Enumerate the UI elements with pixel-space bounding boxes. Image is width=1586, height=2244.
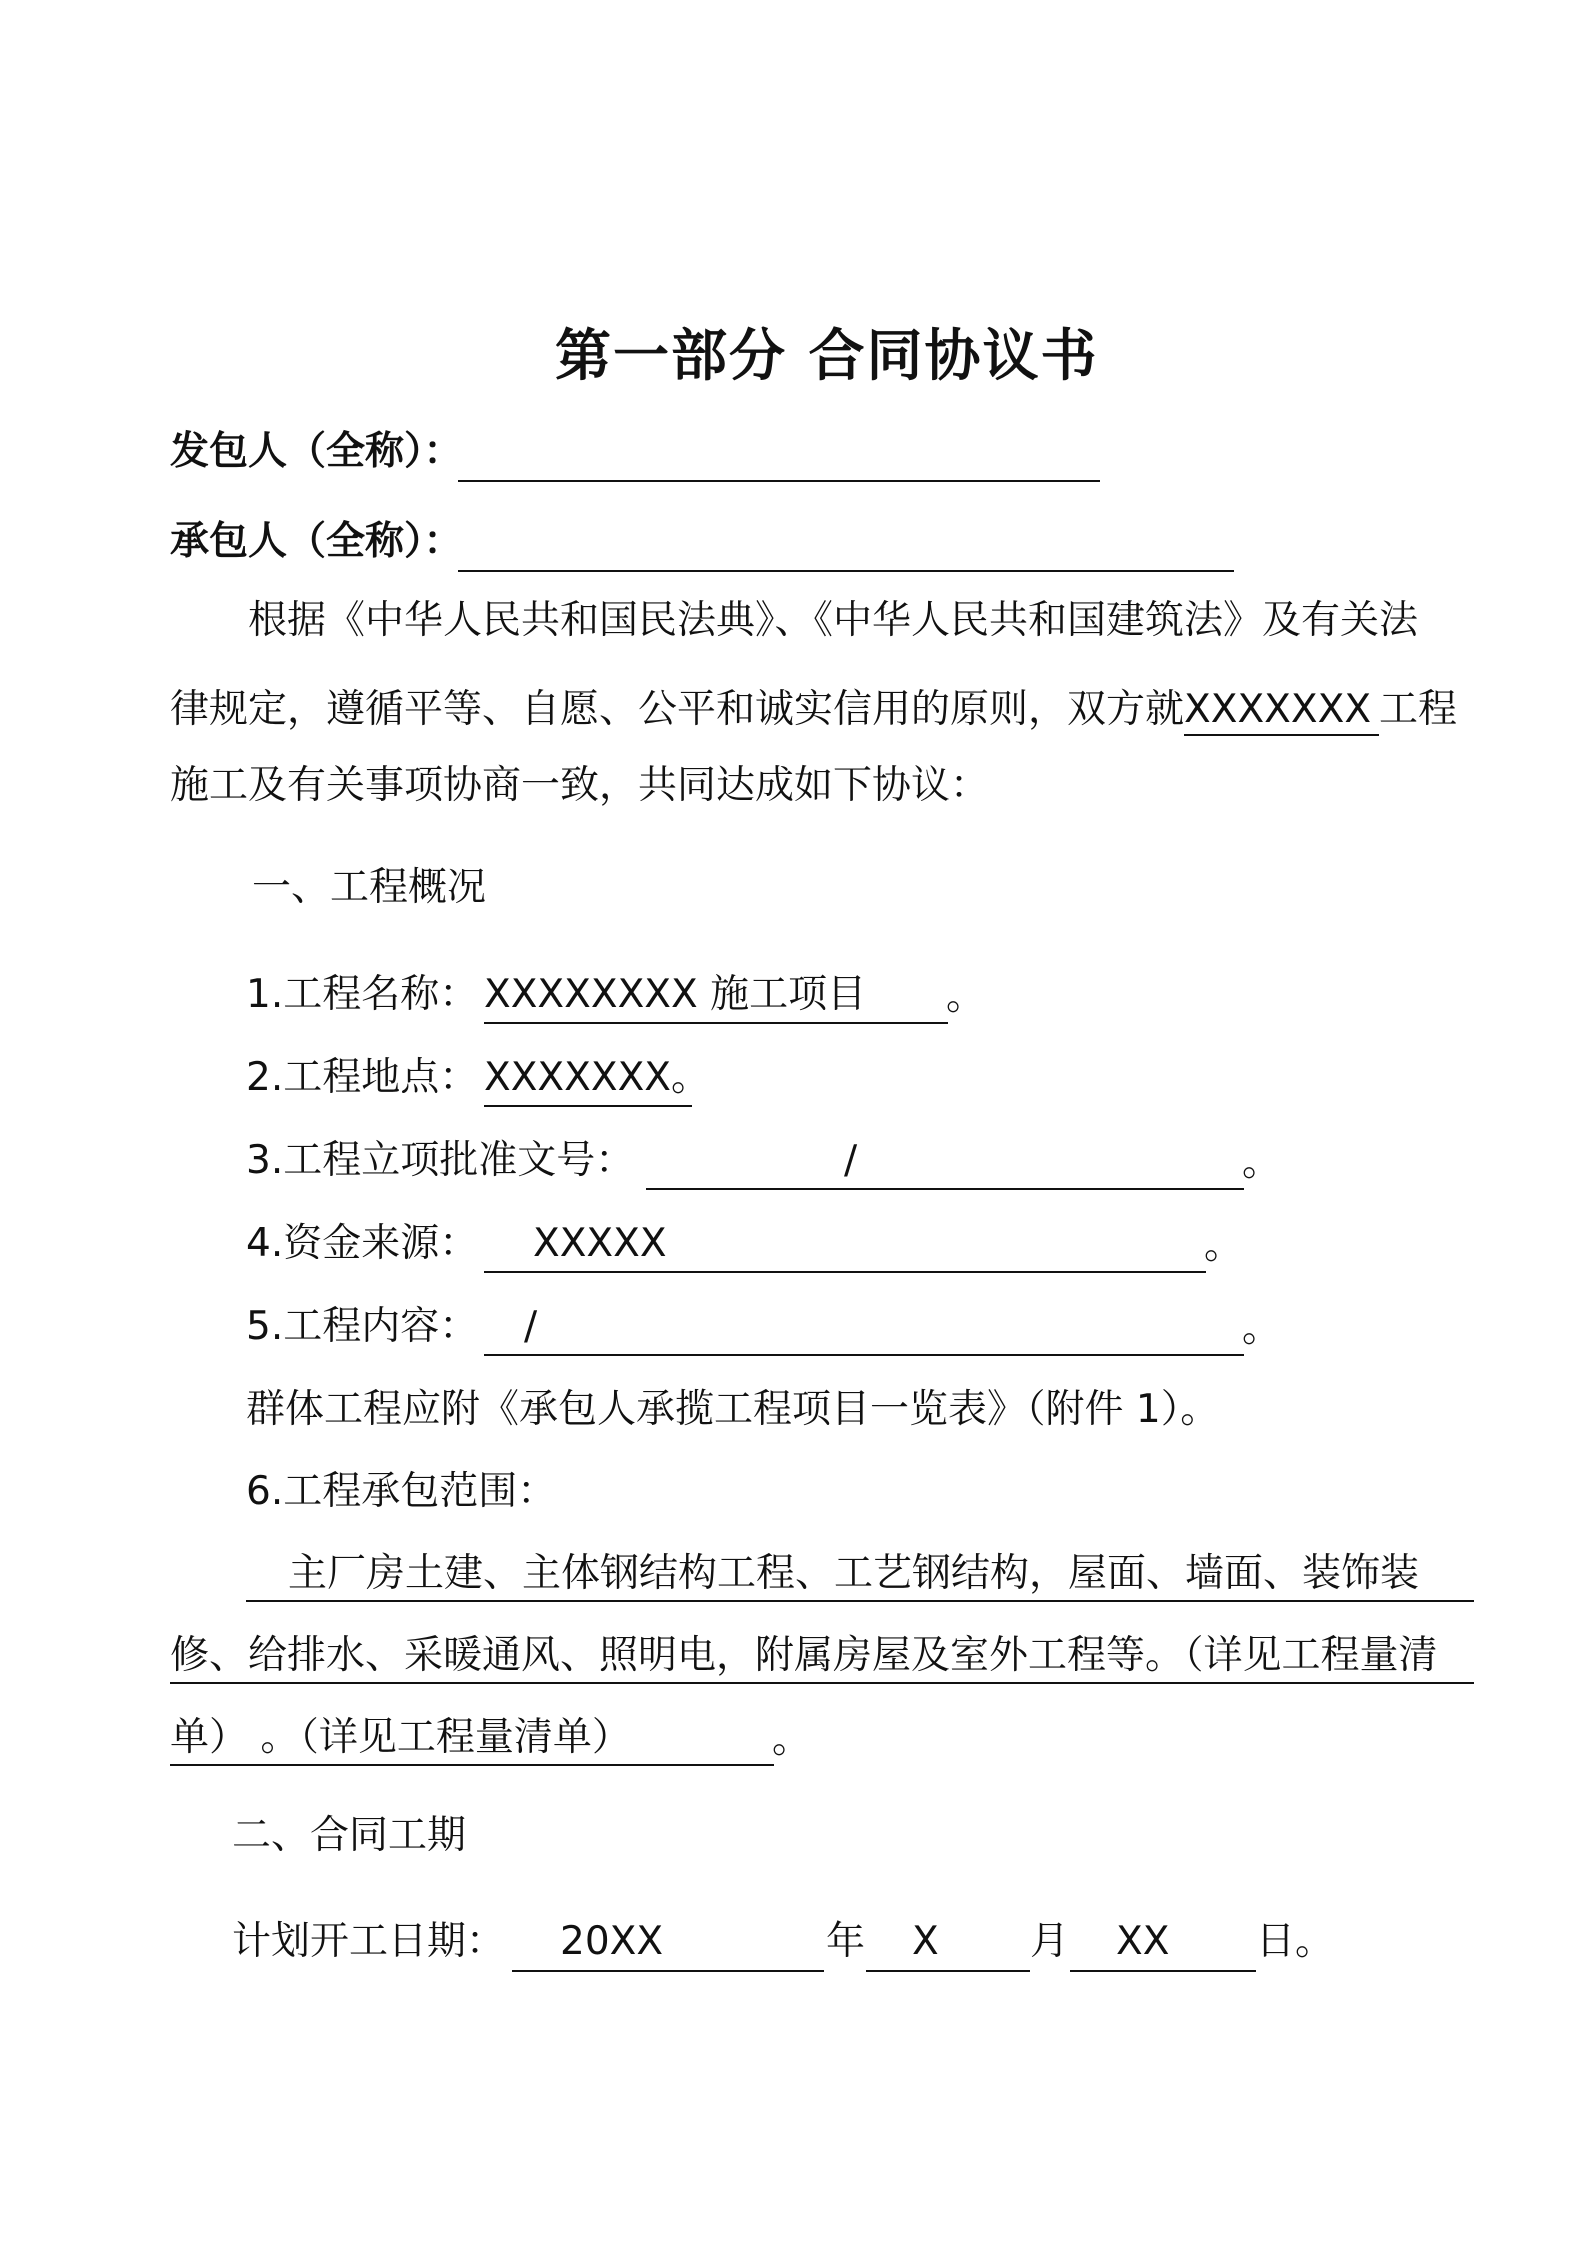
contract-scope-label: 6.工程承包范围： bbox=[246, 1469, 557, 1514]
start-date-label: 计划开工日期： bbox=[232, 1919, 506, 1964]
day-unit: 日。 bbox=[1256, 1919, 1335, 1964]
group-project-note: 群体工程应附《承包人承揽工程项目一览表》（附件 1）。 bbox=[246, 1387, 1220, 1432]
scope-line-1-rule bbox=[246, 1600, 1474, 1602]
preamble-line-3: 施工及有关事项协商一致，共同达成如下协议： bbox=[170, 763, 990, 808]
contract-scope-line-1: 主厂房土建、主体钢结构工程、工艺钢结构，屋面、墙面、装饰装 bbox=[288, 1551, 1420, 1596]
preamble-line-2 bbox=[170, 687, 1458, 736]
project-location-label: 2.工程地点： bbox=[246, 1055, 479, 1100]
scope-line-2-rule bbox=[170, 1682, 1474, 1684]
project-content-period: 。 bbox=[1242, 1306, 1282, 1351]
project-name-blank bbox=[484, 1022, 948, 1024]
preamble-line-2-end: 工程 bbox=[1379, 687, 1458, 732]
funding-source-period: 。 bbox=[1204, 1223, 1244, 1268]
preamble-line-2-text: 律规定，遵循平等、自愿、公平和诚实信用的原则，双方就 bbox=[170, 687, 1185, 732]
approval-number-label: 3.工程立项批准文号： bbox=[246, 1138, 635, 1183]
funding-source-label: 4.资金来源： bbox=[246, 1221, 479, 1266]
funding-source-value[interactable]: XXXXX bbox=[533, 1221, 667, 1266]
approval-number-blank bbox=[646, 1188, 1244, 1190]
start-month-blank bbox=[866, 1970, 1030, 1972]
contractor-blank[interactable] bbox=[458, 570, 1234, 572]
year-unit: 年 bbox=[826, 1919, 866, 1964]
contractor-label: 承包人（全称）： bbox=[170, 519, 463, 564]
section-2-heading: 二、合同工期 bbox=[232, 1813, 467, 1858]
project-location-blank bbox=[484, 1105, 692, 1107]
project-content-value[interactable]: / bbox=[524, 1304, 538, 1349]
project-ref-blank[interactable]: XXXXXXX bbox=[1184, 690, 1379, 736]
start-year-blank bbox=[512, 1970, 824, 1972]
contract-scope-line-3: 单） 。（详见工程量清单） bbox=[170, 1715, 631, 1760]
start-day-value[interactable]: XX bbox=[1116, 1919, 1170, 1964]
month-unit: 月 bbox=[1030, 1919, 1070, 1964]
project-content-blank bbox=[484, 1354, 1244, 1356]
project-content-label: 5.工程内容： bbox=[246, 1304, 479, 1349]
approval-number-period: 。 bbox=[1242, 1140, 1282, 1185]
contract-scope-period: 。 bbox=[772, 1717, 812, 1762]
page-title: 第一部分 合同协议书 bbox=[555, 324, 1099, 389]
contract-scope-line-2: 修、给排水、采暖通风、照明电，附属房屋及室外工程等。（详见工程量清 bbox=[170, 1633, 1438, 1678]
project-name-period: 。 bbox=[946, 974, 986, 1019]
start-month-value[interactable]: X bbox=[912, 1919, 939, 1964]
scope-line-3-rule bbox=[170, 1764, 774, 1766]
employer-blank[interactable] bbox=[458, 480, 1100, 482]
project-name-value[interactable]: XXXXXXXX 施工项目 bbox=[484, 972, 867, 1017]
funding-source-blank bbox=[484, 1271, 1206, 1273]
start-day-blank bbox=[1070, 1970, 1256, 1972]
project-name-label: 1.工程名称： bbox=[246, 972, 479, 1017]
section-1-heading: 一、工程概况 bbox=[252, 865, 487, 910]
project-location-value[interactable]: XXXXXXX。 bbox=[484, 1055, 711, 1100]
employer-label: 发包人（全称）： bbox=[170, 429, 463, 474]
approval-number-value[interactable]: / bbox=[844, 1138, 858, 1183]
start-year-value[interactable]: 20XX bbox=[560, 1919, 664, 1964]
preamble-line-1: 根据《中华人民共和国民法典》、《中华人民共和国建筑法》及有关法 bbox=[248, 598, 1419, 643]
